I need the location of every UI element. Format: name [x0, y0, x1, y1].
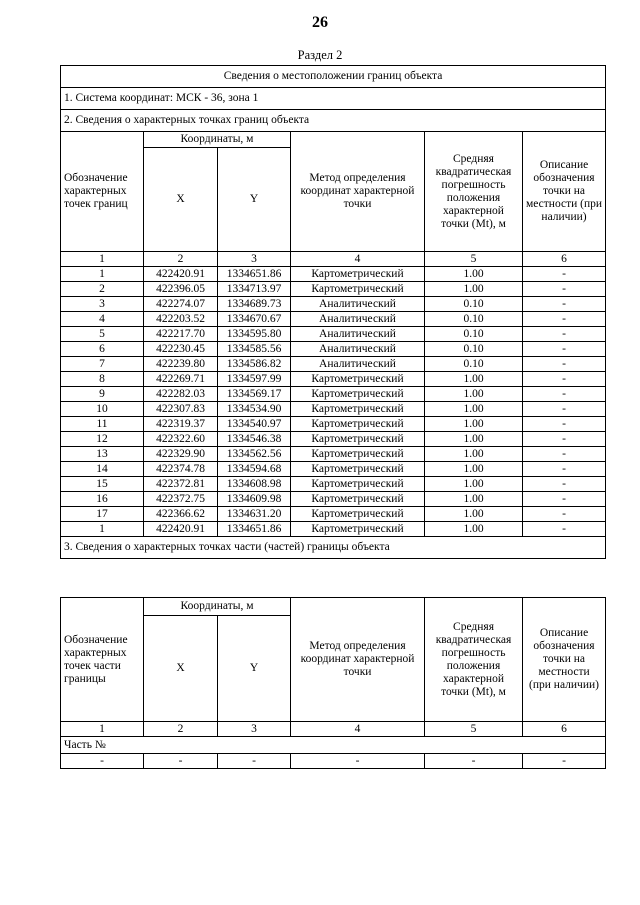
table-row: 11 422319.37 1334540.97 Картометрический 1.00 -	[61, 417, 606, 432]
parts-header-designation: Обозначение характерных точек части границы	[61, 598, 144, 722]
part-label: Часть №	[61, 737, 606, 754]
points-title: 2. Сведения о характерных точках границ объекта	[61, 110, 606, 132]
header-method: Метод определения координат характерной точки	[291, 132, 425, 252]
parts-header-error: Средняя квадратическая погрешность положения характерной точки (Mt), м	[425, 598, 523, 722]
parts-header-description: Описание обозначения точки на местности (при наличии)	[523, 598, 606, 722]
table-row: 16 422372.75 1334609.98 Картометрический 1.00 -	[61, 492, 606, 507]
coord-system: 1. Система координат: МСК - 36, зона 1	[61, 88, 606, 110]
table-row: 9 422282.03 1334569.17 Картометрический 1.00 -	[61, 387, 606, 402]
parts-title: 3. Сведения о характерных точках части (частей) границы объекта	[61, 537, 606, 559]
table-row: 17 422366.62 1334631.20 Картометрический 1.00 -	[61, 507, 606, 522]
header-coords: Координаты, м	[144, 132, 291, 148]
page-number: 26	[312, 14, 328, 31]
parts-header-x: X	[144, 616, 218, 722]
table-row: 8 422269.71 1334597.99 Картометрический 1.00 -	[61, 372, 606, 387]
table-row: 7 422239.80 1334586.82 Аналитический 0.10 -	[61, 357, 606, 372]
table-row: 4 422203.52 1334670.67 Аналитический 0.10 -	[61, 312, 606, 327]
table-title: Сведения о местоположении границ объекта	[61, 66, 606, 88]
header-designation: Обозначение характерных точек границ	[61, 132, 144, 252]
parts-header-y: Y	[218, 616, 291, 722]
table-row: 5 422217.70 1334595.80 Аналитический 0.10 -	[61, 327, 606, 342]
table-row: 1 422420.91 1334651.86 Картометрический 1.00 -	[61, 522, 606, 537]
column-numbers-row: 1 2 3 4 5 6	[61, 252, 606, 267]
section-title: Раздел 2	[297, 48, 343, 62]
parts-header-coords: Координаты, м	[144, 598, 291, 616]
parts-table	[60, 597, 606, 769]
points-body	[61, 267, 606, 537]
table-row: 3 422274.07 1334689.73 Аналитический 0.10 -	[61, 297, 606, 312]
table-row: 13 422329.90 1334562.56 Картометрический 1.00 -	[61, 447, 606, 462]
header-y: Y	[218, 148, 291, 252]
table-row: 12 422322.60 1334546.38 Картометрический 1.00 -	[61, 432, 606, 447]
header-x: X	[144, 148, 218, 252]
boundary-table	[60, 65, 606, 559]
parts-header-method: Метод определения координат характерной точки	[291, 598, 425, 722]
table-row: 2 422396.05 1334713.97 Картометрический 1.00 -	[61, 282, 606, 297]
table-row: 15 422372.81 1334608.98 Картометрический 1.00 -	[61, 477, 606, 492]
table-row: 6 422230.45 1334585.56 Аналитический 0.10 -	[61, 342, 606, 357]
part-row: - - - - - -	[61, 754, 606, 769]
table-row: 1 422420.91 1334651.86 Картометрический 1.00 -	[61, 267, 606, 282]
parts-column-numbers-row: 1 2 3 4 5 6	[61, 722, 606, 737]
table-row: 10 422307.83 1334534.90 Картометрический 1.00 -	[61, 402, 606, 417]
header-error: Средняя квадратическая погрешность положения характерной точки (Mt), м	[425, 132, 523, 252]
table-row: 14 422374.78 1334594.68 Картометрический 1.00 -	[61, 462, 606, 477]
header-description: Описание обозначения точки на местности (при наличии)	[523, 132, 606, 252]
